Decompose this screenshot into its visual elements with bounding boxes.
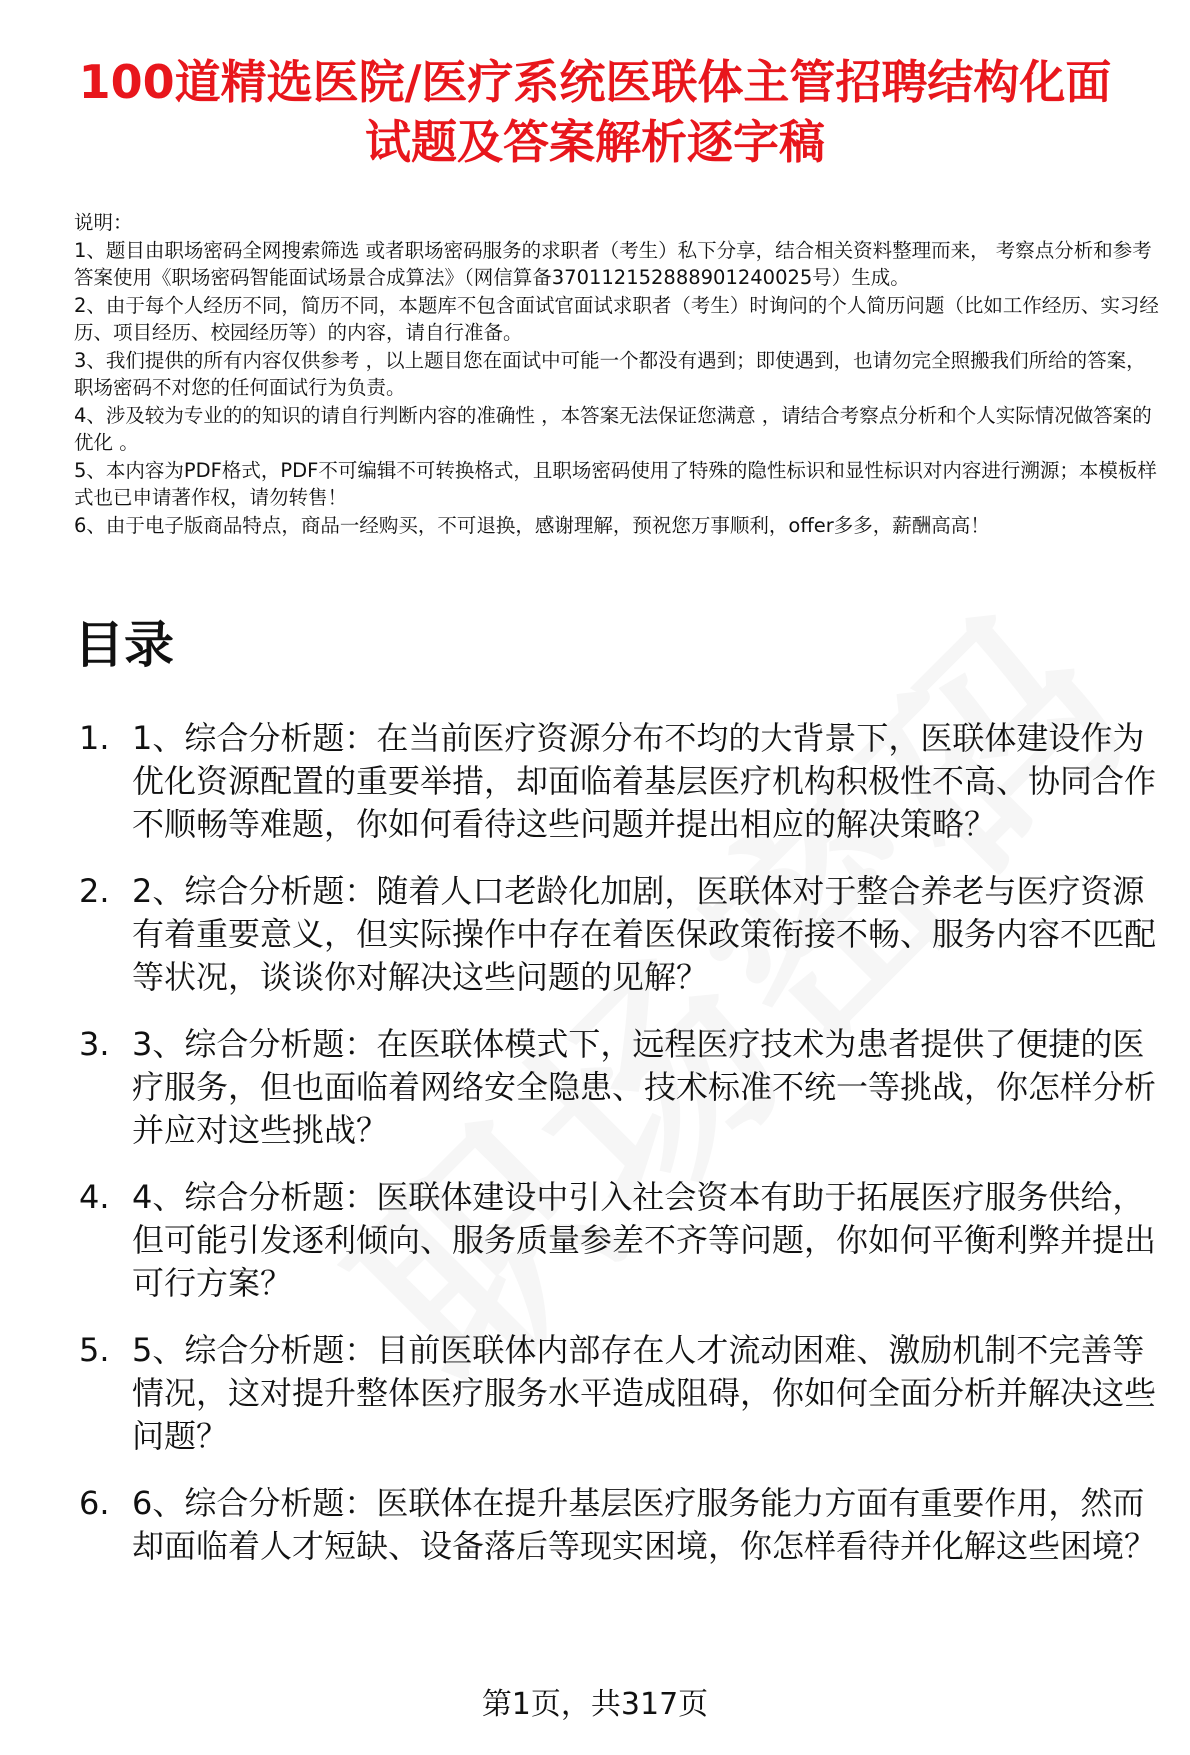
toc-item-text: 2、综合分析题：随着人口老龄化加剧，医联体对于整合养老与医疗资源有着重要意义，但实际操作中存在着医保政策衔接不畅、服务内容不匹配等状况，谈谈你对解决这些问题的见解？	[132, 872, 1157, 996]
toc-item-number: 6.	[79, 1484, 110, 1522]
toc-item-1[interactable]	[74, 717, 1164, 846]
toc-item-3[interactable]	[74, 1023, 1164, 1152]
toc-item-text: 4、综合分析题：医联体建设中引入社会资本有助于拓展医疗服务供给，但可能引发逐利倾向、服务质量参差不齐等问题，你如何平衡利弊并提出可行方案？	[132, 1178, 1157, 1302]
page-number-footer: 第1页，共317页	[481, 1687, 709, 1722]
note-item-3: 3、我们提供的所有内容仅供参考 ，以上题目您在面试中可能一个都没有遇到；即使遇到，也请勿完全照搬我们所给的答案，职场密码不对您的任何面试行为负责。	[74, 348, 1146, 399]
toc-item-number: 2.	[79, 872, 110, 910]
toc-item-number: 4.	[79, 1178, 110, 1216]
toc-item-text: 1、综合分析题：在当前医疗资源分布不均的大背景下，医联体建设作为优化资源配置的重要举措，却面临着基层医疗机构积极性不高、协同合作不顺畅等难题，你如何看待这些问题并提出相应的解决策略？	[132, 719, 1157, 843]
toc-heading: 目录	[74, 616, 174, 674]
notes-section	[74, 209, 1164, 539]
toc-item-6[interactable]	[74, 1482, 1164, 1568]
document-title: 100道精选医院/医疗系统医联体主管招聘结构化面试题及答案解析逐字稿	[78, 55, 1112, 169]
note-item-4: 4、涉及较为专业的的知识的请自行判断内容的准确性 ，本答案无法保证您满意 ，请结合考察点分析和个人实际情况做答案的优化 。	[74, 403, 1152, 454]
toc-item-number: 5.	[79, 1331, 110, 1369]
toc-item-2[interactable]	[74, 870, 1164, 999]
note-item-5: 5、本内容为PDF格式，PDF不可编辑不可转换格式，且职场密码使用了特殊的隐性标识和显性标识对内容进行溯源；本模板样式也已申请著作权，请勿转售！	[74, 458, 1157, 509]
note-item-6: 6、由于电子版商品特点，商品一经购买，不可退换，感谢理解，预祝您万事顺利，offer多多，薪酬高高！	[74, 513, 990, 537]
notes-heading: 说明：	[74, 211, 133, 234]
toc-list	[74, 717, 1164, 1592]
note-item-1: 1、题目由职场密码全网搜索筛选 或者职场密码服务的求职者（考生）私下分享，结合相关资料整理而来， 考察点分析和参考答案使用《职场密码智能面试场景合成算法》（网信算备370112152888901240025号）生成。	[74, 238, 1152, 289]
toc-item-4[interactable]	[74, 1176, 1164, 1305]
toc-item-text: 6、综合分析题：医联体在提升基层医疗服务能力方面有重要作用，然而却面临着人才短缺、设备落后等现实困境，你怎样看待并化解这些困境？	[132, 1484, 1157, 1565]
note-item-2: 2、由于每个人经历不同，简历不同，本题库不包含面试官面试求职者（考生）时询问的个人简历问题（比如工作经历、实习经历、项目经历、校园经历等）的内容，请自行准备。	[74, 293, 1159, 344]
toc-item-text: 3、综合分析题：在医联体模式下，远程医疗技术为患者提供了便捷的医疗服务，但也面临着网络安全隐患、技术标准不统一等挑战，你怎样分析并应对这些挑战？	[132, 1025, 1157, 1149]
toc-item-text: 5、综合分析题：目前医联体内部存在人才流动困难、激励机制不完善等情况，这对提升整体医疗服务水平造成阻碍，你如何全面分析并解决这些问题？	[132, 1331, 1157, 1455]
toc-item-5[interactable]	[74, 1329, 1164, 1458]
toc-item-number: 1.	[79, 719, 110, 757]
toc-item-number: 3.	[79, 1025, 110, 1063]
